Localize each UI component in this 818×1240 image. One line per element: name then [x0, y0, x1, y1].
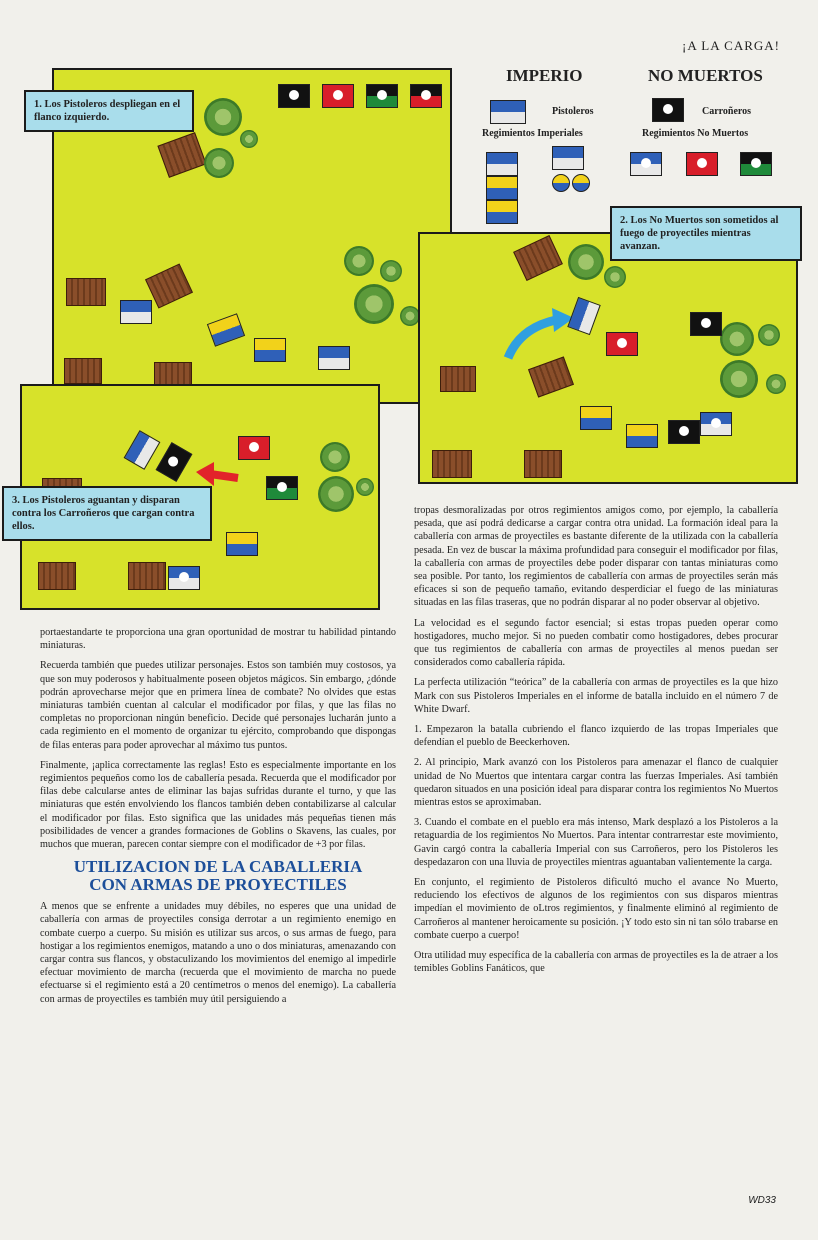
tree — [758, 324, 780, 346]
paragraph: 3. Cuando el combate en el pueblo era más intenso, Mark desplazó a los Pistoleros a la retaguardia de los regimientos No Muertos. Para intentar contrarrestar este movimiento, Gavin cargó contra la caballería Imperial con sus Carroñeros, pero los Pistoleros les despedazaron con una lluvia de proyectiles mientras aguantaban valientemente la carga. — [414, 817, 778, 868]
imperial-unit — [580, 406, 612, 430]
left-column — [40, 626, 396, 1013]
imperial-unit — [318, 346, 350, 370]
undead-unit — [366, 84, 398, 108]
tree — [344, 246, 374, 276]
right-column — [414, 504, 778, 983]
tree — [354, 284, 394, 324]
tree — [204, 98, 242, 136]
map-legend — [478, 66, 788, 226]
undead-unit — [322, 84, 354, 108]
movement-arrow-icon — [502, 304, 582, 364]
paragraph: Finalmente, ¡aplica correctamente las reglas! Esto es especialmente importante en los regimientos pequeños como los de caballería pesada. Recuerda que el modificador por filas debe calcularse antes de eliminar las bajas sufridas durante el turno, y que las miniaturas que estén envolviendo los flancos también deben contabilizarse al calcular el modificador por filas. Esto significa que las unidades más pequeñas tienen más posibilidades de vencer a grandes formaciones de Goblins o Skavens, las cuales, por muchos que mueran, parecen contar siempre con el modificador de +3 por filas. — [40, 759, 396, 851]
house — [38, 562, 76, 590]
house — [513, 235, 563, 281]
house — [145, 263, 193, 308]
legend-no-muertos-title: NO MUERTOS — [648, 66, 763, 85]
house — [524, 450, 562, 478]
tree — [240, 130, 258, 148]
legend-carroneros-label: Carroñeros — [702, 106, 752, 117]
paragraph: 1. Empezaron la batalla cubriendo el flanco izquierdo de las tropas Imperiales que defendían el pueblo de Beeckerhoven. — [414, 724, 778, 749]
house — [432, 450, 472, 478]
tree — [318, 476, 354, 512]
callout-3: 3. Los Pistoleros aguantan y disparan contra los Carroñeros que cargan contra ellos. — [2, 486, 212, 541]
battle-map-2 — [418, 232, 798, 484]
imperial-unit — [226, 532, 258, 556]
undead-unit — [278, 84, 310, 108]
house — [64, 358, 102, 384]
paragraph: 2. Al principio, Mark avanzó con los Pistoleros para amenazar el flanco de cualquier unidad de No Muertos que intentara cargar contra las fuerzas Imperiales. Así también quedaron situados en una posición ideal para disparar contra los regimientos No Muertos mientras estos se aproximaban. — [414, 757, 778, 809]
undead-unit — [238, 436, 270, 460]
paragraph: La perfecta utilización “teórica” de la caballería con armas de proyectiles es la que hizo Mark con sus Pistoleros Imperiales en el informe de batalla incluido en el número 7 de White Dwarf. — [414, 677, 778, 715]
legend-pistoleros-icon — [490, 100, 526, 124]
tree — [766, 374, 786, 394]
legend-reg-imperiales: Regimientos Imperiales — [482, 128, 583, 139]
legend-reg-no-muertos: Regimientos No Muertos — [642, 128, 749, 139]
legend-undead-icon — [740, 152, 772, 176]
tree — [720, 322, 754, 356]
paragraph: portaestandarte te proporciona una gran oportunidad de mostrar tu habilidad pintando miniaturas. — [40, 627, 396, 652]
undead-unit — [266, 476, 298, 500]
house — [128, 562, 166, 590]
legend-undead-icon — [686, 152, 718, 176]
paragraph: Otra utilidad muy específica de la caballería con armas de proyectiles es la de atraer a los temibles Goblins Fanáticos, que — [414, 950, 778, 975]
section-title: UTILIZACION DE LA CABALLERIA CON ARMAS DE PROYECTILES — [73, 857, 363, 895]
legend-undead-icon — [630, 152, 662, 176]
paragraph: tropas desmoralizadas por otros regimientos amigos como, por ejemplo, la caballería pesada, que así podrá dedicarse a cargar contra otra unidad. La formación ideal para la caballería con armas de proyectiles es bastante diferente de la utilizada con la caballería pesada. En vez de buscar la máxima profundidad para conseguir el modificador por filas, la caballería con armas de proyectiles debe poder disparar con tantas miniaturas como sea posible. Por tanto, los regimientos de caballería con armas de proyectiles serán más eficaces si son de pequeño tamaño, evitando desperdiciar el fuego de las miniaturas situadas en las filas traseras, que no podrán disparar al no poder observar al objetivo. — [414, 505, 778, 609]
legend-imperial-icon — [552, 146, 584, 170]
tree — [320, 442, 350, 472]
imperial-unit — [626, 424, 658, 448]
undead-unit — [700, 412, 732, 436]
legend-imperial-icon — [486, 152, 518, 176]
page-header: ¡A LA CARGA! — [682, 38, 780, 53]
house — [66, 278, 106, 306]
imperial-unit — [254, 338, 286, 362]
paragraph: La velocidad es el segundo factor esencial; si estas tropas pueden operar como hostigadores, mucho mejor. Si no pueden combatir como hostigadores, debes procurar que tus regimientos de caballería con armas de proyectiles al menos puedan ser considerados como caballería rápida. — [414, 617, 778, 669]
paragraph: En conjunto, el regimiento de Pistoleros dificultó mucho el avance No Muerto, reduciendo los efectivos de algunos de los regimientos con sus disparos mientras impedían el movimiento de oLtros regimientos, y finalmente eliminó al regimiento de Carroñeros al mantener heroicamente su posición. ¡Y todo esto sin ni tan sólo trabarse en combate cuerpo a cuerpo! — [414, 877, 778, 941]
tree — [568, 244, 604, 280]
legend-carroneros-icon — [652, 98, 684, 122]
tree — [400, 306, 420, 326]
tree — [356, 478, 374, 496]
legend-imperial-icon — [486, 200, 518, 224]
house — [440, 366, 476, 392]
callout-1: 1. Los Pistoleros despliegan en el flanco izquierdo. — [24, 90, 194, 132]
undead-unit — [606, 332, 638, 356]
pistoleros-unit — [120, 300, 152, 324]
undead-unit — [168, 566, 200, 590]
tree — [380, 260, 402, 282]
tree — [204, 148, 234, 178]
carroneros-unit — [156, 442, 193, 482]
undead-unit — [690, 312, 722, 336]
undead-unit — [668, 420, 700, 444]
page-number: WD33 — [748, 1195, 776, 1206]
tree — [720, 360, 758, 398]
legend-imperial-icon — [572, 174, 590, 192]
legend-imperio-title: IMPERIO — [506, 66, 583, 85]
house — [157, 132, 206, 178]
imperial-unit — [207, 313, 245, 346]
legend-imperial-icon — [486, 176, 518, 200]
tree — [604, 266, 626, 288]
pistoleros-unit — [124, 430, 161, 470]
paragraph: A menos que se enfrente a unidades muy débiles, no esperes que una unidad de caballería con armas de proyectiles consiga derrotar a un regimiento enemigo en combate cuerpo a cuerpo. Su misión es utilizar sus arcos, o sus armas de fuego, para hostigar a los regimientos enemigos, matando a uno o dos miniaturas, amenazando con cargar contra sus flancos, y obstaculizando los movimientos del enemigo al impedirle efectuar movimiento de marcha (recuerda que el movimiento de marcha no puede efectuarse si el regimiento está a 20 centímetros o menos del enemigo). La caballería con armas de proyectiles es también muy útil persiguiendo a — [40, 901, 396, 1005]
paragraph: Recuerda también que puedes utilizar personajes. Estos son también muy costosos, ya que son muy poderosos y habitualmente poseen objetos mágicos. Sin embargo, ¿dónde podrán aprovecharse mejor que en primera línea de combate? No olvides que estas miniaturas también cuentan al calcular el modificador por filas, y que las filas no completas no proporcionan ningún beneficio. Decide qué personajes lucharán junto a cada regimiento en el momento de organizar tu ejército, comprobando que dispongas de filas enteras para poder aprovechar al máximo tus puntos. — [40, 660, 396, 751]
legend-pistoleros-label: Pistoleros — [552, 106, 594, 117]
undead-unit — [410, 84, 442, 108]
callout-2: 2. Los No Muertos son sometidos al fuego de proyectiles mientras avanzan. — [610, 206, 802, 261]
legend-imperial-icon — [552, 174, 570, 192]
